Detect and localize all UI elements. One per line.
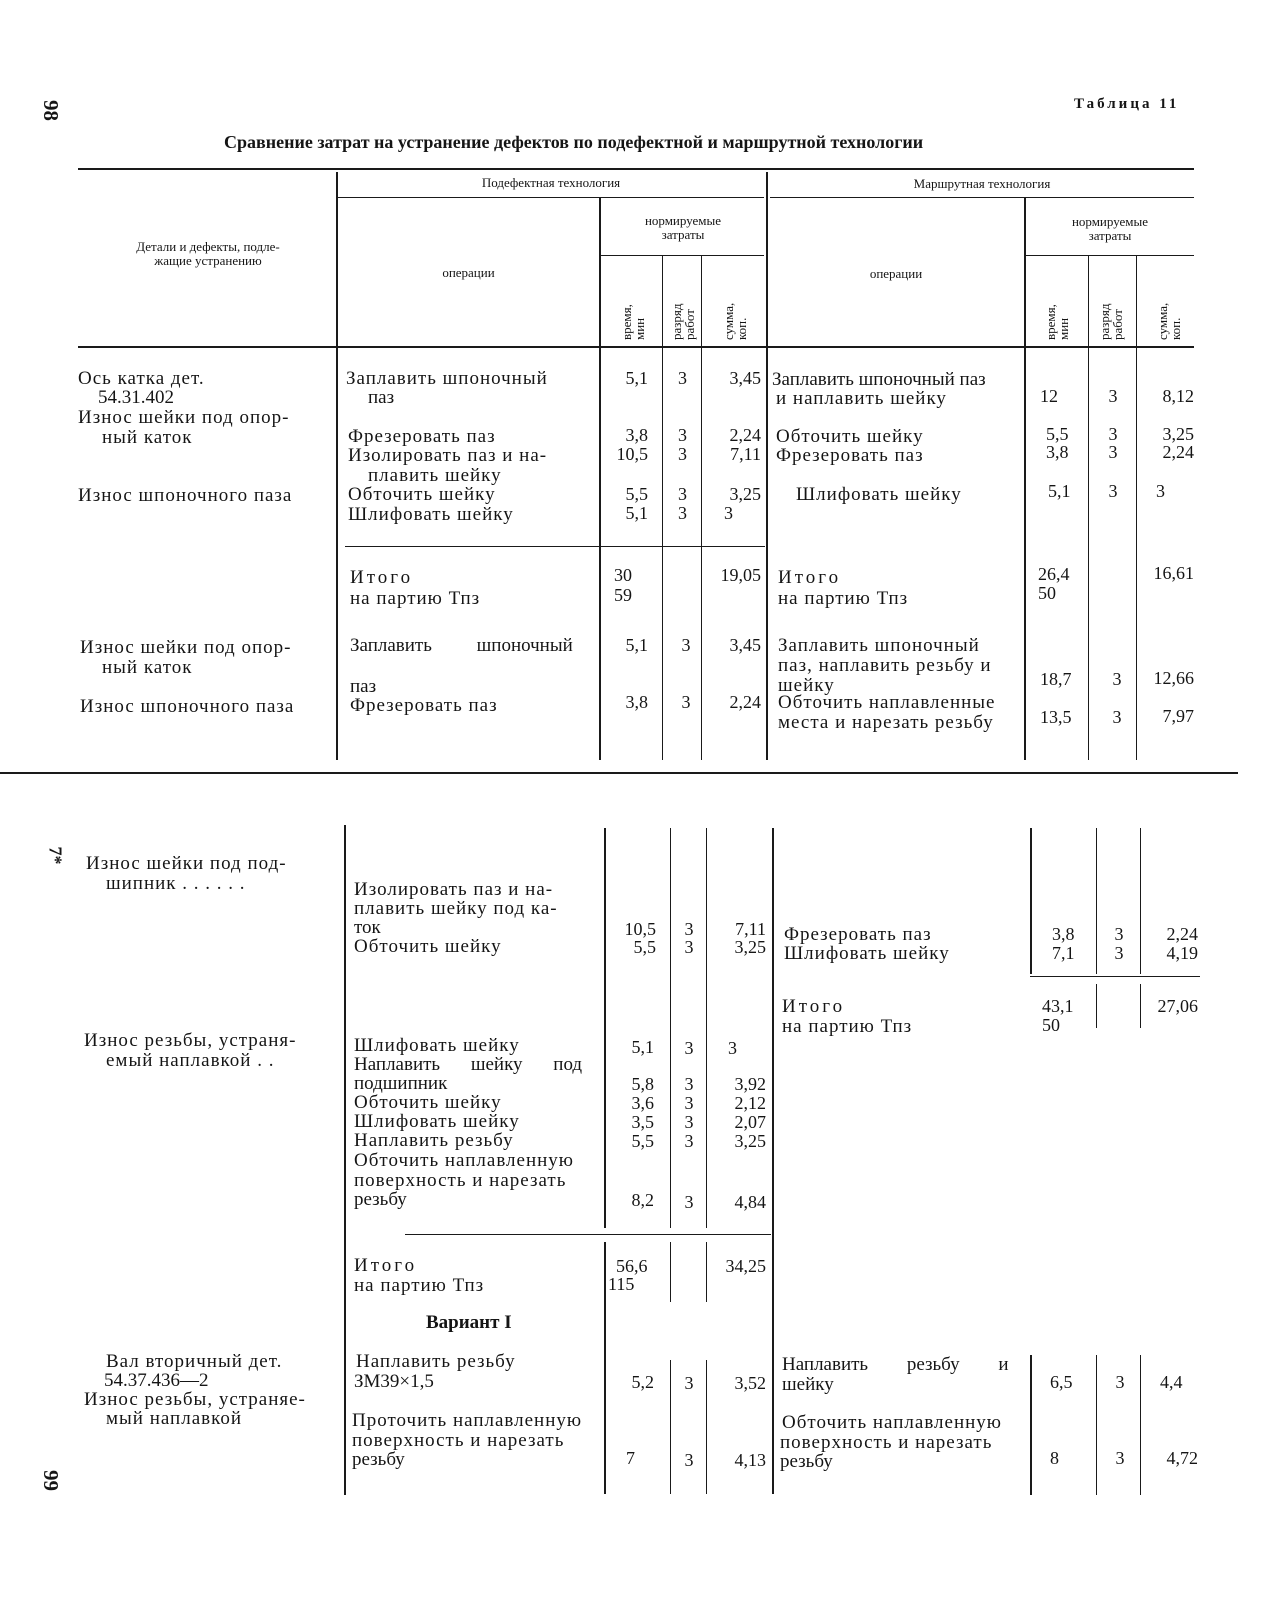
p1-rop2-3: Обточить наплавленные (778, 692, 996, 713)
p2-pop-8: Шлифовать шейку (354, 1111, 520, 1132)
header-r-time: время, мин (1043, 304, 1071, 340)
header-sub-rule-right (770, 197, 1194, 198)
p2-pop-8-s: 2,07 (734, 1112, 766, 1132)
p2-pop-7: Обточить шейку (354, 1092, 502, 1113)
p2-total-r-t2: 50 (1042, 1015, 1060, 1035)
p2-pop-7-s: 2,12 (734, 1093, 766, 1113)
header-r-sum: сумма, коп. (1155, 302, 1183, 340)
p1-pop-0: Заплавить шпоночный (346, 368, 548, 389)
p1-rop-2-t: 5,5 (1046, 424, 1069, 444)
p2-pop3-1-g: 3 (684, 1373, 694, 1393)
p1-rop-2-s: 3,25 (1162, 424, 1194, 444)
p2-pop-3-g: 3 (684, 937, 694, 957)
p1-total-p-s: 19,05 (720, 565, 761, 585)
p1-detail-7: ный каток (102, 657, 193, 678)
p2-rop3-4-g: 3 (1115, 1448, 1125, 1468)
p2-pop3-2: Проточить наплавленную (352, 1410, 583, 1431)
p1-detail-4: ный каток (102, 427, 193, 448)
p2-pop-11: поверхность и нарезать (354, 1170, 567, 1191)
col-line-r-ops (1024, 198, 1026, 760)
p2-rop3-1-s: 4,4 (1160, 1372, 1183, 1392)
p2-pop-4-s: 3 (728, 1038, 737, 1058)
p2-col-line-r-grade-b (1140, 984, 1141, 1028)
p1-pop-2-t: 3,8 (625, 425, 648, 445)
header-route: Маршрутная технология (913, 176, 1051, 191)
p2-pop-9-t: 5,5 (631, 1131, 654, 1151)
p1-rop-3-g: 3 (1108, 442, 1118, 462)
col-line-r-time (1088, 256, 1089, 760)
p2-rop3-1-g: 3 (1115, 1372, 1125, 1392)
p1-pop-3-t: 10,5 (616, 444, 648, 464)
p1-rop2-0: Заплавить шпоночный (778, 635, 980, 656)
p1-pop-6-t: 5,1 (625, 503, 648, 523)
header-details-line1: Детали и дефекты, подле- (136, 239, 280, 254)
p2-col-line-r-time-b (1096, 984, 1097, 1028)
p2-pop-12-s: 4,84 (734, 1192, 766, 1212)
p2-col-line-p-time-c (670, 1360, 671, 1494)
p1-pop2-2-s: 2,24 (729, 692, 761, 712)
p2-detail-7: Износ резьбы, устраняе- (84, 1389, 306, 1410)
p2-pop-7-g: 3 (684, 1093, 694, 1113)
p2-pop3-0: Наплавить резьбу (356, 1351, 516, 1372)
p1-total-r-t2: 50 (1038, 583, 1056, 603)
page-number-top: 98 (39, 100, 63, 121)
p1-pop2-0-g: 3 (681, 635, 691, 655)
p2-pop-0: Изолировать паз и на- (354, 879, 554, 900)
p2-total-r-batch: на партию Тпз (782, 1016, 913, 1037)
p2-total-r-label: Итого (782, 996, 846, 1017)
p2-rop3-1: шейку (782, 1374, 834, 1395)
norm-rule-right (1025, 255, 1194, 256)
p1-rop-1-g: 3 (1108, 386, 1118, 406)
p2-pop-5: Наплавить шейку под (354, 1054, 583, 1075)
p2-col-line-details (344, 825, 346, 1495)
p2-col-line-r-time (1096, 828, 1097, 974)
p2-total-rule-right (1030, 976, 1200, 977)
p2-pop3-4: резьбу (352, 1449, 405, 1470)
p2-rop-1-s: 4,19 (1166, 943, 1198, 963)
page-title: Сравнение затрат на устранение дефектов по подефектной и маршрутной технологии (224, 132, 924, 152)
p2-pop-6: подшипник (354, 1073, 448, 1094)
p1-pop-2-s: 2,24 (729, 425, 761, 445)
p1-pop-5-t: 5,5 (625, 484, 648, 504)
p2-pop-4-t: 5,1 (631, 1037, 654, 1057)
p2-pop3-4-t: 7 (626, 1448, 635, 1468)
p2-pop-9-g: 3 (684, 1131, 694, 1151)
p1-rop-1-s: 8,12 (1162, 386, 1194, 406)
p1-detail-8: Износ шпоночного паза (80, 696, 295, 717)
p2-pop-12-t: 8,2 (631, 1190, 654, 1210)
p2-total-r-s: 27,06 (1157, 996, 1198, 1016)
p2-col-line-r-grade (1140, 828, 1141, 974)
p2-rop3-0: Наплавить резьбу и (782, 1354, 1009, 1375)
p1-rop2-1: паз, наплавить резьбу и (778, 655, 992, 676)
p2-pop-6-s: 3,92 (734, 1074, 766, 1094)
p1-detail-6: Износ шейки под опор- (80, 637, 292, 658)
header-p-time: время, мин (619, 304, 647, 340)
header-p-sum: сумма, коп. (721, 302, 749, 340)
p1-rop-1-t: 12 (1040, 386, 1058, 406)
p1-rop2-4-g: 3 (1112, 707, 1122, 727)
p1-total-p-label: Итого (350, 567, 414, 588)
p2-pop-9-s: 3,25 (734, 1131, 766, 1151)
p2-pop-8-g: 3 (684, 1112, 694, 1132)
col-line-mid (766, 172, 768, 760)
p2-total-p-batch: на партию Тпз (354, 1275, 485, 1296)
p1-pop-3-g: 3 (678, 444, 687, 464)
p2-pop-2-t: 10,5 (624, 919, 656, 939)
p1-pop-1: паз (368, 387, 395, 408)
p2-pop-3-t: 5,5 (633, 937, 656, 957)
p2-detail-1: Износ шейки под под- (86, 853, 287, 874)
p1-total-p-batch: на партию Тпз (350, 588, 481, 609)
p2-total-r-t: 43,1 (1042, 996, 1074, 1016)
p2-col-line-r-ops-b (1030, 1355, 1032, 1495)
part1-bottom-rule (0, 772, 1238, 774)
p1-pop2-0-s: 3,45 (729, 635, 761, 655)
p2-pop-2-s: 7,11 (735, 919, 766, 939)
p1-pop-6-g: 3 (678, 503, 687, 523)
col-line-p-time (662, 256, 663, 760)
p2-total-p-label: Итого (354, 1255, 418, 1276)
p2-pop3-1-s: 3,52 (734, 1373, 766, 1393)
total-rule-left (345, 546, 765, 547)
p1-pop-0-g: 3 (678, 368, 687, 388)
p1-detail-5: Износ шпоночного паза (78, 485, 293, 506)
p2-detail-8: мый наплавкой (106, 1408, 243, 1429)
header-podefect: Подефектная технология (481, 175, 621, 190)
p1-rop-0: Заплавить шпоночный паз (772, 369, 986, 390)
header-p-operations: операции (442, 265, 495, 280)
variant-label: Вариант I (426, 1312, 512, 1333)
norm-rule-left (600, 255, 764, 256)
p2-pop-2: ток (354, 917, 381, 938)
p2-col-line-mid (772, 828, 774, 1494)
p1-rop-2: Обточить шейку (776, 426, 924, 447)
page-number-bottom: 99 (39, 1470, 63, 1491)
p2-rop3-2: Обточить наплавленную (782, 1412, 1002, 1433)
p1-detail-1: Ось катка дет. (78, 368, 205, 389)
col-line-details (336, 172, 338, 760)
p2-col-line-r-time-c (1096, 1355, 1097, 1495)
p1-pop-3: Изолировать паз и на- (348, 445, 548, 466)
p2-detail-2: шипник . . . . . . (106, 873, 246, 894)
p1-pop-6-s: 3 (724, 503, 733, 523)
p2-pop-10: Обточить наплавленную (354, 1150, 574, 1171)
p2-rop-0-t: 3,8 (1052, 924, 1075, 944)
p1-pop-5: Обточить шейку (348, 484, 496, 505)
p1-pop2-0: Заплавить шпоночный (350, 635, 573, 656)
p2-rop-1-t: 7,1 (1052, 943, 1075, 963)
p2-pop-1: плавить шейку под ка- (354, 898, 558, 919)
p2-rop3-4-s: 4,72 (1166, 1448, 1198, 1468)
p2-pop-3: Обточить шейку (354, 936, 502, 957)
col-line-p-grade (701, 256, 702, 760)
p2-pop-9: Наплавить резьбу (354, 1130, 514, 1151)
p2-rop-0-g: 3 (1114, 924, 1124, 944)
p2-col-line-p-ops (604, 828, 606, 1228)
p2-col-line-p-time-b (670, 1242, 671, 1302)
p2-detail-3: Износ резьбы, устраня- (84, 1030, 297, 1051)
p2-total-rule-left (405, 1234, 771, 1235)
p2-rop3-4: резьбу (780, 1451, 833, 1472)
p2-pop-6-t: 5,8 (631, 1074, 654, 1094)
p1-rop-4-s: 3 (1156, 481, 1165, 501)
p2-pop-7-t: 3,6 (631, 1093, 654, 1113)
p2-pop-4-g: 3 (684, 1038, 694, 1058)
header-r-grade: разряд работ (1097, 303, 1125, 340)
header-r-operations: операции (869, 266, 923, 281)
header-p-norm-1: нормируемые (644, 213, 722, 228)
p2-detail-4: емый наплавкой . . (106, 1050, 275, 1071)
p1-pop-0-s: 3,45 (729, 368, 761, 388)
p2-pop3-1: ЗМ39×1,5 (354, 1371, 434, 1392)
p1-total-r-batch: на партию Тпз (778, 588, 909, 609)
p2-rop-1-g: 3 (1114, 943, 1124, 963)
p2-col-line-p-time (670, 828, 671, 1228)
p1-pop2-2: Фрезеровать паз (350, 695, 498, 716)
p2-pop-4: Шлифовать шейку (354, 1035, 520, 1056)
p1-pop-4: плавить шейку (368, 465, 502, 486)
p1-rop2-4: места и нарезать резьбу (778, 712, 994, 733)
p2-rop-0: Фрезеровать паз (784, 924, 932, 945)
p1-rop-3-s: 2,24 (1162, 442, 1194, 462)
p2-pop-12-g: 3 (684, 1192, 694, 1212)
p1-pop-5-s: 3,25 (729, 484, 761, 504)
p2-pop3-4-s: 4,13 (734, 1450, 766, 1470)
p1-detail-3: Износ шейки под опор- (78, 407, 290, 428)
p2-pop3-1-t: 5,2 (631, 1372, 654, 1392)
p2-rop-1: Шлифовать шейку (784, 943, 950, 964)
p2-detail-5: Вал вторичный дет. (106, 1351, 283, 1372)
p2-pop-8-t: 3,5 (631, 1112, 654, 1132)
p2-pop-2-g: 3 (684, 919, 694, 939)
p1-rop2-2-s: 12,66 (1153, 668, 1194, 688)
page-mark: 7* (45, 846, 66, 865)
p1-rop-4-t: 5,1 (1048, 481, 1071, 501)
p1-rop2-4-s: 7,97 (1162, 706, 1194, 726)
p2-col-line-p-grade (706, 828, 707, 1228)
p2-total-p-t2: 115 (608, 1274, 635, 1294)
p2-total-p-t: 56,6 (616, 1256, 648, 1276)
p2-detail-6: 54.37.436—2 (104, 1370, 209, 1391)
p1-pop2-2-t: 3,8 (625, 692, 648, 712)
header-sub-rule-left (338, 197, 764, 198)
p2-rop-0-s: 2,24 (1166, 924, 1198, 944)
p1-pop-6: Шлифовать шейку (348, 504, 514, 525)
p1-pop-3-s: 7,11 (730, 444, 761, 464)
p1-pop-2-g: 3 (678, 425, 687, 445)
p1-rop2-2: шейку (778, 675, 835, 696)
p2-rop3-3: поверхность и нарезать (780, 1432, 993, 1453)
header-p-grade: разряд работ (669, 303, 697, 340)
p2-rop3-4-t: 8 (1050, 1448, 1059, 1468)
p1-pop2-2-g: 3 (681, 692, 691, 712)
col-line-p-ops (599, 198, 601, 760)
p1-pop2-1: паз (350, 676, 377, 697)
p2-pop3-3: поверхность и нарезать (352, 1430, 565, 1451)
p2-total-p-s: 34,25 (725, 1256, 766, 1276)
header-bottom-rule (78, 346, 1194, 348)
p1-total-p-t: 30 (614, 565, 632, 585)
p1-total-p-t2: 59 (614, 585, 632, 605)
p1-rop-4: Шлифовать шейку (796, 484, 962, 505)
header-r-norm-1: нормируемые (1071, 214, 1149, 229)
p1-pop-5-g: 3 (678, 484, 687, 504)
p1-detail-2: 54.31.402 (98, 387, 174, 408)
p1-total-r-label: Итого (778, 567, 842, 588)
header-p-norm-2: затраты (661, 227, 705, 242)
p2-pop-6-g: 3 (684, 1074, 694, 1094)
p1-rop-4-g: 3 (1108, 481, 1118, 501)
p1-rop2-4-t: 13,5 (1040, 707, 1072, 727)
p1-pop2-0-t: 5,1 (625, 635, 648, 655)
header-details-line2: жащие устранению (154, 253, 262, 268)
p2-pop3-4-g: 3 (684, 1450, 694, 1470)
table-label: Таблица 11 (1074, 96, 1180, 112)
p1-total-r-s: 16,61 (1153, 563, 1194, 583)
p2-pop-3-s: 3,25 (734, 937, 766, 957)
p2-pop-12: резьбу (354, 1189, 407, 1210)
p1-pop-0-t: 5,1 (625, 368, 648, 388)
p2-rop3-1-t: 6,5 (1050, 1372, 1073, 1392)
p1-rop-3-t: 3,8 (1046, 442, 1069, 462)
p1-rop-2-g: 3 (1108, 424, 1118, 444)
header-r-norm-2: затраты (1088, 228, 1132, 243)
table-top-rule (78, 168, 1194, 170)
p1-total-r-t: 26,4 (1038, 564, 1070, 584)
p1-rop2-2-t: 18,7 (1040, 669, 1072, 689)
p2-col-line-r-ops (1030, 828, 1032, 974)
p2-col-line-p-grade-c (706, 1360, 707, 1494)
p1-rop-3: Фрезеровать паз (776, 445, 924, 466)
p2-col-line-p-grade-b (706, 1242, 707, 1302)
p1-rop-1: и наплавить шейку (776, 388, 947, 409)
p2-col-line-p-ops-b (604, 1242, 606, 1494)
p1-pop-2: Фрезеровать паз (348, 426, 496, 447)
p1-rop2-2-g: 3 (1112, 669, 1122, 689)
